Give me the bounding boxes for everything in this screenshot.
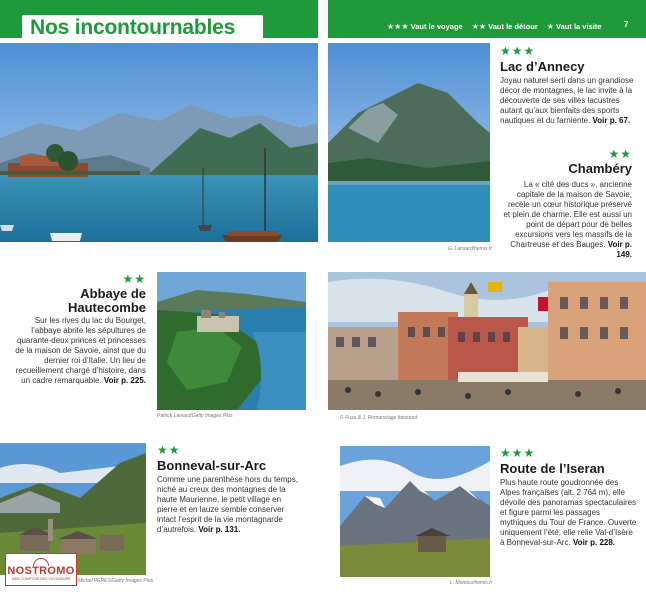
logo-name: NOSTROMO [7, 564, 75, 577]
annecy-text: Joyau naturel serti dans un grandiose décor de montagnes, le lac invite à la découverte de ses villes lacustres autant qu’aux bienfaits des sports nautiques et du farniente. Voir p. 67. [500, 76, 634, 125]
iseran-text: Plus haute route goudronnée des Alpes françaises (alt. 2 764 m), elle dévoile des panoramas spectaculaires et figure parmi les passages mythiques du Tour de France. Ouverte uniquement l’été, elle relie Val-d’Isère à Bonneval-sur-Arc. Voir p. 228. [500, 478, 637, 547]
legend-item-voyage: ★★★ Vaut le voyage [387, 21, 463, 31]
legend-item-detour: ★★ Vaut le détour [471, 21, 538, 31]
iseran-photo [340, 446, 490, 577]
page-number: 7 [624, 20, 629, 29]
iseran-ref: Voir p. 228. [572, 538, 616, 547]
bonneval-text: Comme une parenthèse hors du temps, niché au creux des montagnes de la haute Maurienne, le petit village en pierre et en lauze semble conserver intact l’esprit de la vie montagnarde d’autrefois. Voir p. 131. [157, 475, 298, 534]
hautecombe-ref: Voir p. 225. [103, 376, 146, 385]
chambery-title: Chambéry [568, 161, 632, 176]
chambery-text: La « cité des ducs », ancienne capitale de la maison de Savoie, recèle un cœur historique préservé et plein de charme. Elle est aussi un point de départ pour de belles excursions vers les massifs de la Chartreuse et des Bauges. Voir p. 149. [503, 180, 632, 259]
bonneval-stars: ★★ [157, 443, 181, 457]
hautecombe-photo [157, 272, 306, 410]
bonneval-credit: Michel PERES/Getty Images Plus [78, 578, 154, 584]
annecy-photo-left [0, 43, 318, 242]
annecy-credit: G. Lansard/hemis.fr [448, 246, 492, 252]
annecy-title: Lac d’Annecy [500, 59, 585, 74]
chambery-stars: ★★ [608, 147, 632, 161]
hautecombe-stars: ★★ [122, 272, 146, 286]
annecy-photo-right [328, 43, 490, 242]
hautecombe-text: Sur les rives du lac du Bourget, l’abbaye abrite les sépultures de quarante-deux princes et princesses de la maison de Savoie, ainsi que du dernier roi d’Italie. Un lieu de recueillement chargé d’histoire, dans un cadre remarquable. Voir p. 225. [15, 316, 146, 385]
chambery-credit: F. Fuxa & J. Romano/age fotostock [340, 415, 418, 421]
hautecombe-title: Abbaye de Hautecombe [67, 286, 146, 315]
chambery-ref: Voir p. 149. [607, 240, 632, 259]
bonneval-ref: Voir p. 131. [198, 525, 241, 534]
bonneval-title: Bonneval-sur-Arc [157, 458, 267, 473]
star-icon: ★★ [471, 21, 487, 31]
legend-item-visite: ★ Vaut la visite [546, 21, 602, 31]
chambery-photo [328, 272, 646, 410]
iseran-title: Route de l’Iseran [500, 461, 605, 476]
star-icon: ★ [546, 21, 554, 31]
hautecombe-credit: Patrick Lienard/Getty Images Plus [157, 413, 233, 419]
annecy-stars: ★★★ [500, 44, 536, 58]
star-legend [387, 20, 601, 32]
iseran-credit: L. Montico/hemis.fr [450, 580, 493, 586]
star-icon: ★★★ [387, 21, 409, 31]
iseran-stars: ★★★ [500, 446, 536, 460]
nostromo-logo [5, 553, 77, 586]
header-bar-right [328, 0, 646, 38]
page-title: Nos incontournables [30, 16, 236, 39]
annecy-ref: Voir p. 67. [592, 116, 631, 125]
logo-tagline: WEB COMPTOIR DES VOYAGEURS [11, 576, 71, 581]
